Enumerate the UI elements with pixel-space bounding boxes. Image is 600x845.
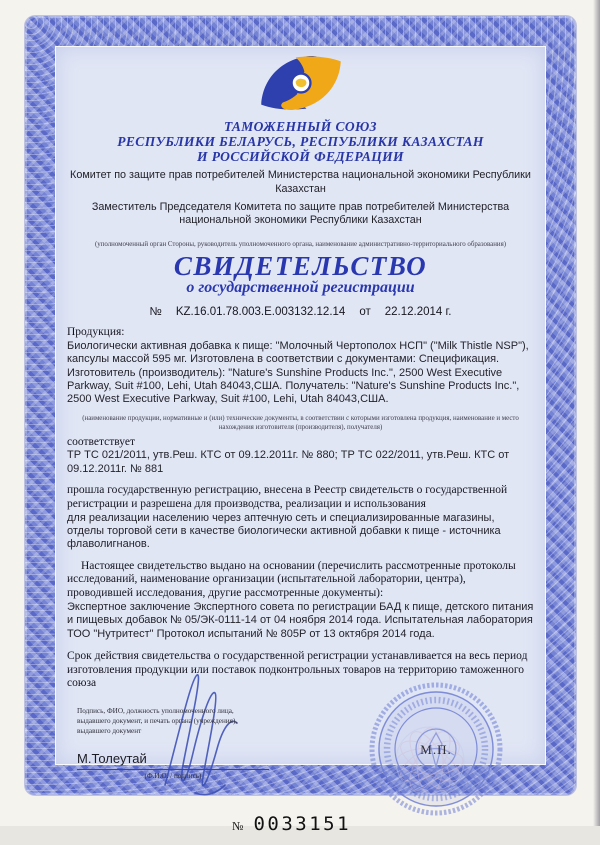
- signature-caption-3: выдавшего документ: [77, 726, 142, 735]
- registration-section: [67, 484, 534, 551]
- union-line3: И РОССИЙСКОЙ ФЕДЕРАЦИИ: [197, 149, 404, 165]
- conformity-text: ТР ТС 021/2011, утв.Реш. КТС от 09.12.2011г. № 880; ТР ТС 022/2011, утв.Реш. КТС от 09.12.2011г. № 881: [67, 449, 510, 475]
- basis-text: Настоящее свидетельство выдано на основании (перечислить рассмотренные протоколы исследований, наименование организации (испытательной лаборатории, центра), проводившей исследования, другие рассмотренные документы):: [67, 559, 516, 600]
- conformity-section: [67, 436, 534, 476]
- seal-place-label: М.П.: [420, 742, 452, 758]
- authority-line2: Заместитель Председателя Комитета по защите прав потребителей Министерства национальной экономики Республики Казахстан: [91, 200, 510, 226]
- seal-area: [356, 671, 516, 831]
- certificate-number: KZ.16.01.78.003.E.003132.12.14: [175, 306, 346, 319]
- signature-area: [67, 695, 534, 845]
- validity-text: Срок действия свидетельства о государственной регистрации устанавливается на весь период изготовления продукции или поставок подконтрольных товаров на территорию таможенного союза: [67, 649, 528, 690]
- product-label: Продукция:: [67, 326, 125, 339]
- registration-usage: для реализации населению через аптечную сеть и специализированные магазины, отделы торговой сети в качестве биологически активной добавки к пище - источника флаволигнанов.: [67, 511, 501, 551]
- authority-line1: Комитет по защите прав потребителей Министерства национальной экономики Республики Казахстан: [70, 169, 531, 195]
- union-line2: РЕСПУБЛИКИ БЕЛАРУСЬ, РЕСПУБЛИКИ КАЗАХСТАН: [117, 134, 484, 150]
- customs-union-emblem-icon: [242, 101, 360, 118]
- certificate-date: 22.12.2014 г.: [384, 306, 452, 319]
- basis-details: Экспертное заключение Экспертного совета по регистрации БАД к пище, детского питания и пищевых добавок № 05/ЭК-0111-14 от 04 ноября 2014 года. Испытательная лаборатория ТОО "Нутритест" Протокол испытаний № 805Р от 13 октября 2014 года.: [67, 600, 534, 640]
- round-seal-icon: [356, 818, 516, 835]
- product-text: Биологически активная добавка к пище: "Молочный Чертополох НСП" ("Milk Thistle NSP"), капсулы массой 595 мг. Изготовлена в соответствии с документами: Спецификация. Изготовитель (производитель): "Nature's Sunshine Products Inc.", 2500 West Executive Parkway, Suit #100, Lehi, Utah 84043,США. Получатель: "Nature's Sunshine Products Inc.", 2500 West Executive Parkway, Suit #100, Lehi, Utah 84043,США.: [67, 339, 529, 406]
- signature-captions: [77, 707, 332, 736]
- registration-text: прошла государственную регистрацию, внесена в Реестр свидетельств о государственной регистрации и разрешена для производства, реализации и использования: [67, 484, 508, 510]
- date-label: от: [359, 306, 371, 319]
- serial-number: [232, 813, 351, 835]
- basis-section: [67, 560, 534, 641]
- signatory-block: [77, 751, 269, 780]
- guilloche-border: [25, 16, 576, 836]
- product-section: [67, 326, 534, 406]
- product-caption: (наименование продукции, нормативные и (или) технические документы, в соответствии с которыми изготовлена продукция, наименование и место нахождения изготовителя (производителя), получателя): [82, 415, 519, 432]
- authority-caption: (уполномоченный орган Стороны, руководитель уполномоченного органа, наименование административно-территориального образования): [94, 241, 507, 249]
- emblem-area: [67, 52, 534, 119]
- number-label: №: [149, 306, 162, 319]
- certificate-title: СВИДЕТЕЛЬСТВО: [173, 251, 428, 282]
- signature-sub-caption: (Ф.И.О. / подпись): [144, 772, 202, 781]
- certificate-field: [55, 46, 546, 836]
- signature-caption-2: выдавшего документ, и печать органа (учреждения),: [77, 716, 238, 725]
- signature-caption-1: Подпись, ФИО, должность уполномоченного лица,: [77, 707, 234, 716]
- certificate-number-line: [67, 306, 534, 318]
- union-title: ТАМОЖЕННЫЙ СОЮЗ: [224, 119, 377, 134]
- union-heading: [67, 119, 534, 164]
- conformity-label: соответствует: [67, 435, 136, 448]
- signatory-name: М.Толеутай: [77, 751, 269, 770]
- serial-number-value: 0033151: [253, 813, 352, 836]
- certificate-subtitle: о государственной регистрации: [186, 279, 415, 297]
- serial-number-label: №: [232, 819, 244, 834]
